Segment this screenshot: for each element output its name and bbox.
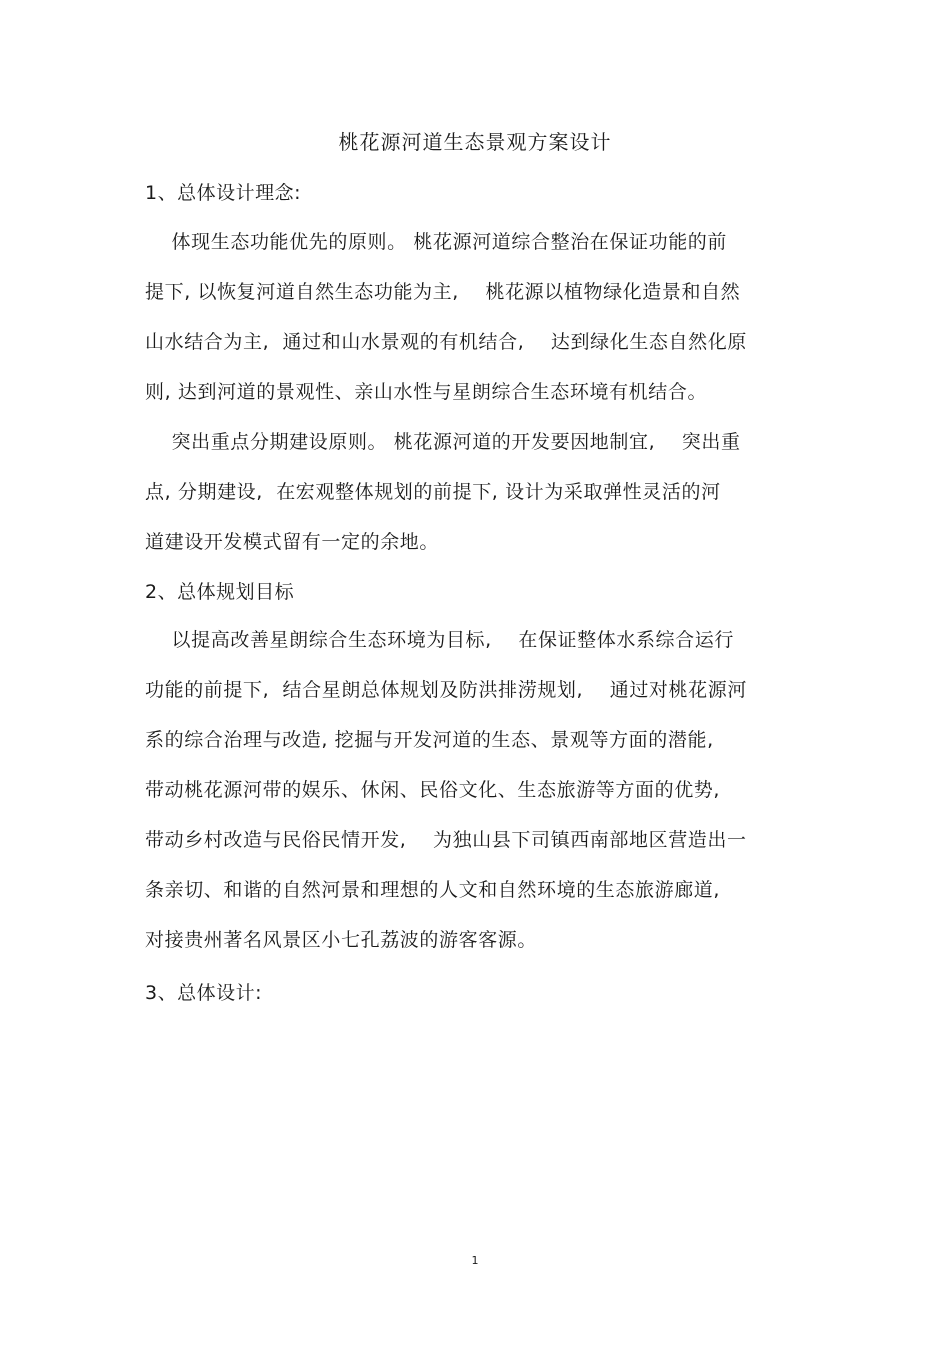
section-heading-1: 1、总体设计理念: <box>145 182 301 204</box>
section-heading-3: 3、总体设计: <box>145 982 262 1004</box>
paragraph-line: 对接贵州著名风景区小七孔荔波的游客客源。 <box>145 929 538 951</box>
paragraph-line: 体现生态功能优先的原则。 桃花源河道综合整治在保证功能的前 <box>145 231 727 253</box>
paragraph-line: 突出重点分期建设原则。 桃花源河道的开发要因地制宜, 突出重 <box>145 431 741 453</box>
paragraph-line: 系的综合治理与改造, 挖掘与开发河道的生态、景观等方面的潜能, <box>145 729 714 751</box>
section-heading-2: 2、总体规划目标 <box>145 581 295 603</box>
paragraph-line: 山水结合为主, 通过和山水景观的有机结合, 达到绿化生态自然化原 <box>145 331 747 353</box>
paragraph-line: 则, 达到河道的景观性、亲山水性与星朗综合生态环境有机结合。 <box>145 381 708 403</box>
paragraph-line: 功能的前提下, 结合星朗总体规划及防洪排涝规划, 通过对桃花源河 <box>145 679 747 701</box>
paragraph-line: 条亲切、和谐的自然河景和理想的人文和自然环境的生态旅游廊道, <box>145 879 721 901</box>
section-1-paragraph-2 <box>145 417 805 567</box>
paragraph-line: 以提高改善星朗综合生态环境为目标, 在保证整体水系综合运行 <box>145 629 734 651</box>
paragraph-line: 提下, 以恢复河道自然生态功能为主, 桃花源以植物绿化造景和自然 <box>145 281 741 303</box>
paragraph-line: 带动桃花源河带的娱乐、休闲、民俗文化、生态旅游等方面的优势, <box>145 779 721 801</box>
page-number: 1 <box>471 1254 479 1267</box>
paragraph-line: 道建设开发模式留有一定的余地。 <box>145 531 440 553</box>
paragraph-line: 点, 分期建设, 在宏观整体规划的前提下, 设计为采取弹性灵活的河 <box>145 481 721 503</box>
paragraph-line: 带动乡村改造与民俗民情开发, 为独山县下司镇西南部地区营造出一 <box>145 829 747 851</box>
document-title: 桃花源河道生态景观方案设计 <box>338 130 612 154</box>
section-2-paragraph-1 <box>145 615 805 965</box>
section-1-paragraph-1 <box>145 217 805 417</box>
